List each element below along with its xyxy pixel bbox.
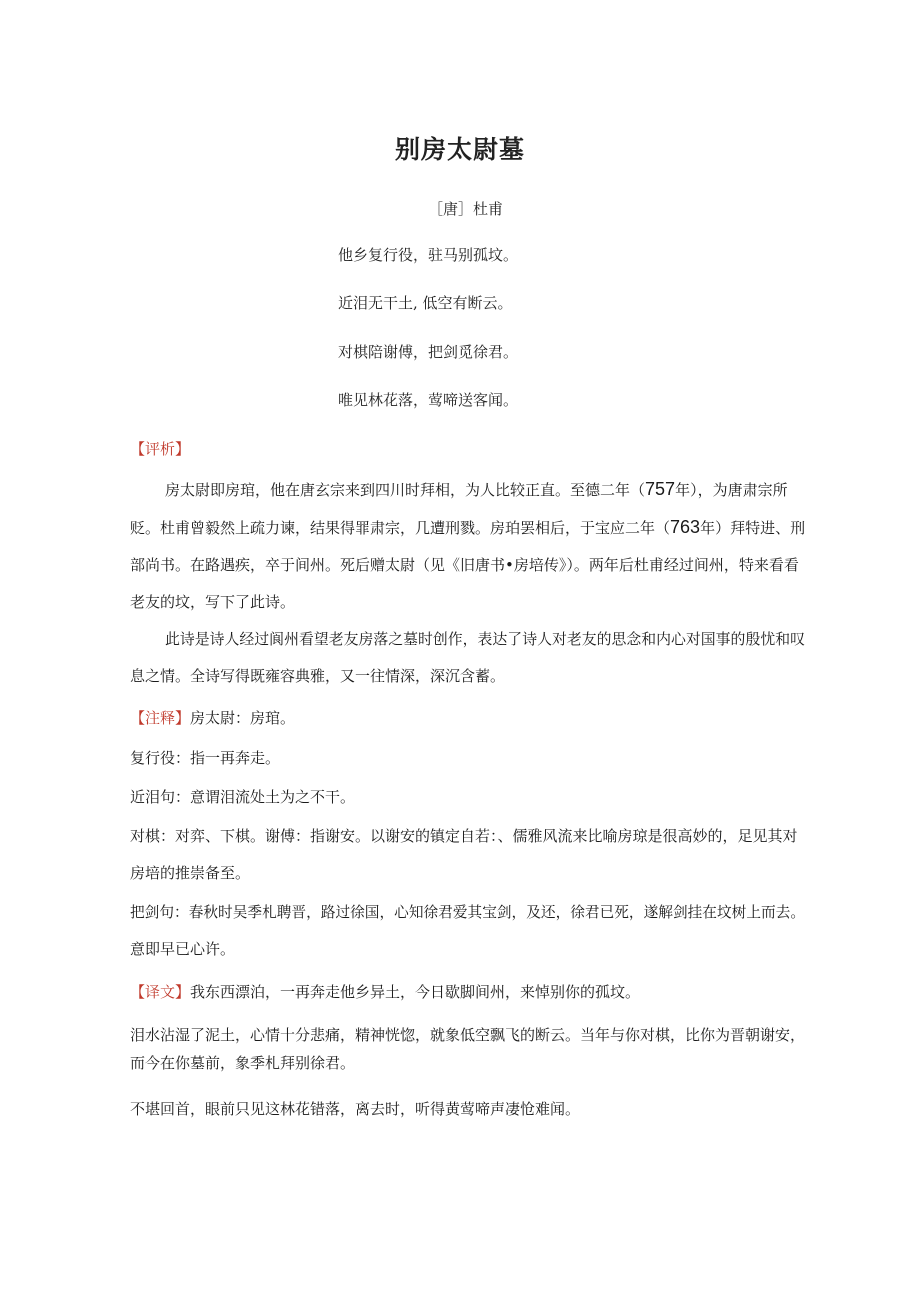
analysis-para2-line2: 息之情。全诗写得既雍容典雅，又一往情深，深沉含蓄。: [130, 667, 506, 685]
note-line: 近泪句：意谓泪流处土为之不干。: [130, 788, 356, 806]
poem-line: 唯见林花落，莺啼送客闻。: [338, 391, 519, 409]
analysis-para1-line4: 老友的坟，写下了此诗。: [130, 593, 296, 611]
note-line: 复行役：指一再奔走。: [130, 749, 281, 767]
analysis-para1-line3: 部尚书。在路遇疾，卒于间州。死后赠太尉（见《旧唐书•房培传》）。两年后杜甫经过间州，特来看看: [130, 556, 799, 574]
poem-line: 近泪无干土, 低空有断云。: [338, 294, 513, 312]
text-segment: 年）拜特进、刑: [700, 519, 806, 537]
text-segment: 贬。杜甫曾毅然上疏力谏，结果得罪肃宗，几遭刑戮。房珀罢相后，于宝应二年（: [130, 519, 671, 537]
analysis-label: 【评析】: [130, 440, 191, 458]
poem-line: 对棋陪谢傅，把剑觅徐君。: [338, 343, 519, 361]
translation-line: 不堪回首，眼前只见这林花错落，离去时，听得黄莺啼声凄怆难闻。: [130, 1100, 581, 1118]
note-text: 房太尉：房琯。: [190, 709, 296, 727]
analysis-para1-line2: [130, 517, 805, 538]
text-segment: 年），为唐肃宗所: [675, 481, 788, 499]
note-line: 房培的推崇备至。: [130, 864, 251, 882]
analysis-para2-line1: 此诗是诗人经过阆州看望老友房落之墓时创作，表达了诗人对老友的思念和内心对国事的殷忧和叹: [165, 630, 805, 648]
year-number: 763: [670, 517, 701, 537]
year-number: 757: [645, 479, 676, 499]
note-line: 对棋：对弈、下棋。谢傅：指谢安。以谢安的镇定自若：、儒雅风流来比喻房琼是很高妙的，足见其对: [130, 827, 798, 845]
notes-label: 【注释】: [130, 709, 191, 727]
text-segment: 房太尉即房琯，他在唐玄宗来到四川时拜相，为人比较正直。至德二年（: [165, 481, 646, 499]
note-line: 意即早已心许。: [130, 940, 236, 958]
analysis-para1-line1: [165, 479, 788, 500]
translation-text: 我东西漂泊，一再奔走他乡异土，今日歇脚间州，来悼别你的孤坟。: [190, 983, 641, 1001]
translation-line1: [130, 981, 640, 1002]
note-line: 把剑句：春秋时吴季札聘晋，路过徐国，心知徐君爱其宝剑，及还，徐君已死，遂解剑挂在坟树上而去。: [130, 903, 806, 921]
translation-line: 泪水沾湿了泥土，心情十分悲痛，精神恍惚，就象低空飘飞的断云。当年与你对棋，比你为晋朝谢安，: [130, 1026, 806, 1044]
notes-line1: [130, 707, 295, 728]
translation-line: 而今在你墓前，象季札拜别徐君。: [130, 1054, 356, 1072]
poem-line: 他乡复行役，驻马别孤坟。: [338, 246, 519, 264]
poem-title: 别房太尉墓: [394, 135, 525, 164]
translation-label: 【译文】: [130, 983, 191, 1001]
poem-author: ［唐］杜甫: [428, 200, 504, 218]
